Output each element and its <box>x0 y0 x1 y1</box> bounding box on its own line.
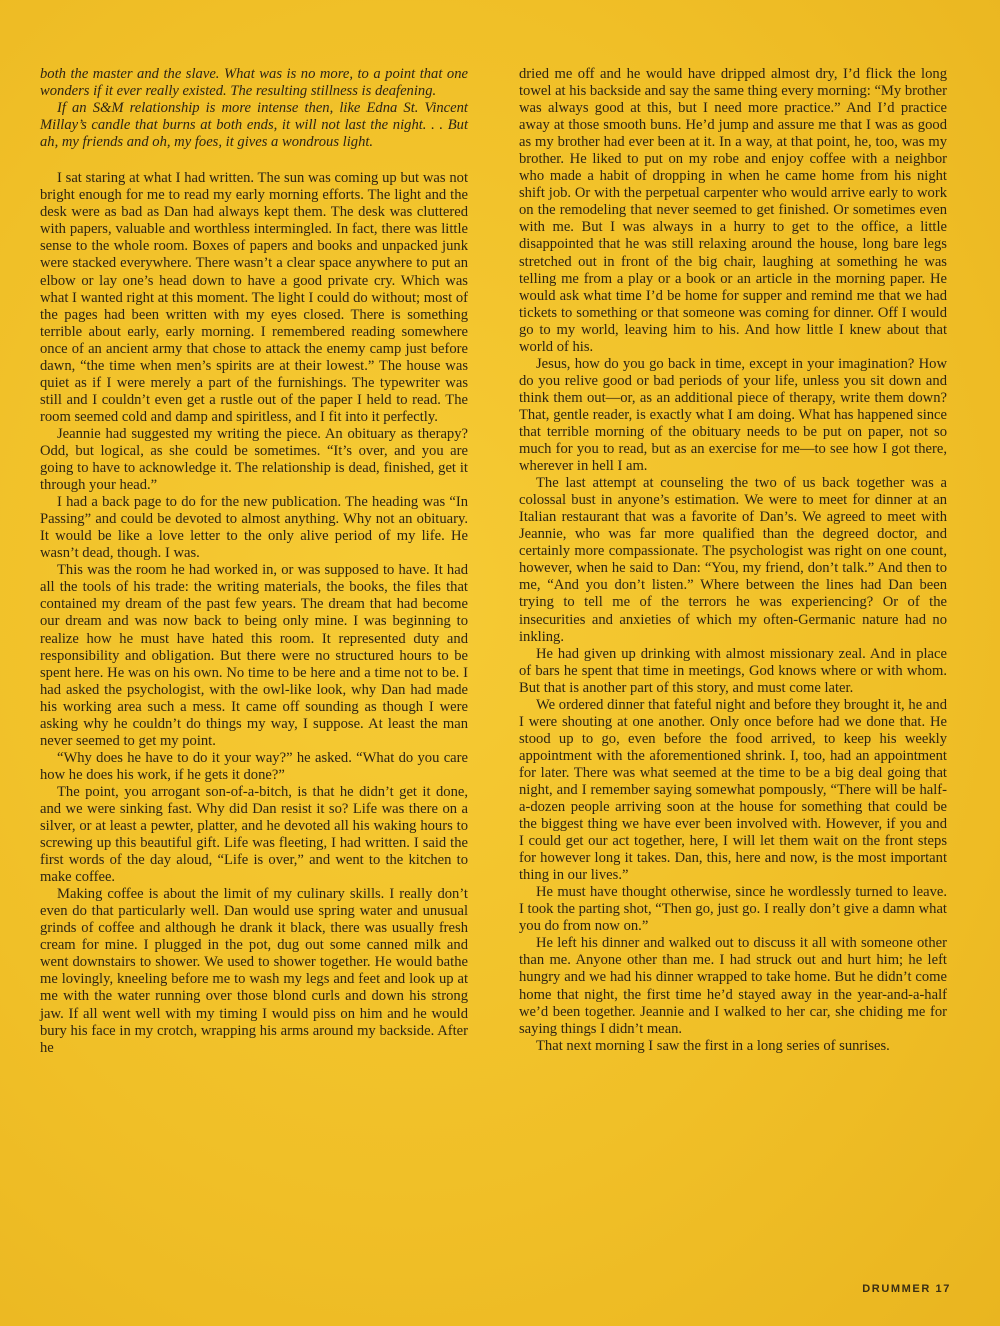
intro-paragraph: If an S&M relationship is more intense then, like Edna St. Vincent Millay’s candle that burns at both ends, it will not last the night. . . But ah, my friends and oh, my foes, it gives a wondrous light. <box>40 100 468 151</box>
page-folio: DRUMMER 17 <box>862 1283 951 1295</box>
body-paragraph: He left his dinner and walked out to discuss it all with someone other than me. Anyone other than me. I had struck out and hurt him; he left hungry and we had his dinner wrapped to take home. But he didn’t come home that night, the first time he’d stayed away in the year-and-a-half we’d been together. Jeannie and I walked to her car, she chiding me for saying things I didn’t mean. <box>519 935 947 1037</box>
body-paragraph: Making coffee is about the limit of my culinary skills. I really don’t even do that particularly well. Dan would use spring water and unusual grinds of coffee and although he drank it black, there was usually fresh cream for mine. I plugged in the pot, dug out some canned milk and went downstairs to shower. We used to shower together. He would bathe me lovingly, kneeling before me to wash my legs and feet and look up at me with the water running over those blond curls and down his strong jaw. If all went well with my timing I would piss on him and he would bury his face in my crotch, wrapping his arms around my backside. After he <box>40 886 468 1056</box>
body-paragraph: dried me off and he would have dripped almost dry, I’d flick the long towel at his backside and say the same thing every morning: “My brother was always good at this, but I need more practice.” And I’d practice away at those smooth buns. He’d jump and assure me that I was as good as my brother had ever been at it. In a way, at that point, he, too, was my brother. He liked to put on my robe and enjoy coffee with a neighbor who made a habit of dropping in when he came home from his night shift job. Or with the perpetual carpenter who would arrive early to work on the remodeling that never seemed to get finished. Or sometimes even with me. But I was always in a hurry to get to the office, a little disappointed that he was still relaxing around the house, long bare legs stretched out in front of the big chair, laughing at something he was telling me from a play or a book or an article in the morning paper. He would ask what time I’d be home for supper and remind me that we had tickets to something or that someone was coming for dinner. Off I would go to my world, leaving him to his. And how little I knew about that world of his. <box>519 66 947 355</box>
body-paragraph: He must have thought otherwise, since he wordlessly turned to leave. I took the parting shot, “Then go, just go. I really don’t give a damn what you do from now on.” <box>519 884 947 935</box>
body-paragraph: Jeannie had suggested my writing the piece. An obituary as therapy? Odd, but logical, as she could be sometimes. “It’s over, and you are going to have to acknowledge it. The relationship is dead, finished, get it through your head.” <box>40 425 468 494</box>
body-paragraph: That next morning I saw the first in a long series of sunrises. <box>536 1037 890 1054</box>
body-paragraph: I had a back page to do for the new publication. The heading was “In Passing” and could be devoted to almost anything. Why not an obituary. It would be like a love letter to the only alive period of my life. He wasn’t dead, though. I was. <box>40 494 468 562</box>
intro-paragraph: both the master and the slave. What was is no more, to a point that one wonders if it ever really existed. The resulting stillness is deafening. <box>40 66 468 100</box>
body-paragraph: He had given up drinking with almost missionary zeal. And in place of bars he spent that time in meetings, God knows where or with whom. But that is another part of this story, and must come later. <box>519 645 947 696</box>
body-paragraph: We ordered dinner that fateful night and before they brought it, he and I were shouting at one another. Only once before had we done that. He stood up to go, even before the food arrived, to keep his weekly appointment with the aforementioned shrink. I, too, had an appointment for later. There was what seemed at the time to be a big deal going that night, and I remember saying somewhat pompously, “There will be half-a-dozen people arriving soon at the house for something that could be the biggest thing we have ever been involved with. However, if you and I could get our act together, here, I will let them wait on the front steps for however long it takes. Dan, this, here and now, is the most important thing in our lives.” <box>519 696 947 884</box>
body-paragraph: The last attempt at counseling the two of us back together was a colossal bust in anyone’s estimation. We were to meet for dinner at an Italian restaurant that was a favorite of Dan’s. We agreed to meet with Jeannie, who was far more qualified than the degreed doctor, and certainly more compassionate. The psychologist was right on one count, however, when he said to Dan: “You, my friend, don’t talk.” And then to me, “And you don’t listen.” Where between the lines had Dan been trying to tell me of the terrors he was experiencing? Or of the insecurities and anxieties of which my often-Germanic nature had no inkling. <box>519 475 947 645</box>
body-paragraph: “Why does he have to do it your way?” he asked. “What do you care how he does his work, if he gets it done?” <box>40 749 468 783</box>
body-paragraph: I sat staring at what I had written. The sun was coming up but was not bright enough for me to read my early morning efforts. The light and the desk were as bad as Dan had always kept them. The desk was cluttered with papers, valuable and worthless intermingled. In fact, there was little sense to the whole room. Boxes of papers and books and unpacked junk were stacked everywhere. There wasn’t a clear space anywhere to put an elbow or lay one’s head down to have a good private cry. Which was what I wanted right at this moment. The light I could do without; most of the pages had been written with my eyes closed. There is something terrible about early, early morning. I remembered reading somewhere once of an ancient army that chose to attack the enemy camp just before dawn, “the time when men’s spirits are at their lowest.” The house was quiet as if I were merely a part of the furnishings. The typewriter was still and I couldn’t even get a rustle out of the paper I held to read. The room seemed cold and damp and spiritless, and I fit into it perfectly. <box>40 170 468 425</box>
body-paragraph: Jesus, how do you go back in time, except in your imagination? How do you relive good or bad periods of your life, unless you sit down and think them out—or, as an additional piece of therapy, write them down? That, gentle reader, is exactly what I am doing. What has happened since that terrible morning of the obituary needs to be put on paper, not so much for you to read, but as an exercise for me—to see how I got there, wherever in hell I am. <box>519 355 947 475</box>
body-paragraph: The point, you arrogant son-of-a-bitch, is that he didn’t get it done, and we were sinking fast. Why did Dan resist it so? Life was there on a silver, or at least a pewter, platter, and he devoted all his waking hours to screwing up this beautiful gift. Life was fleeting, I had written. I said the first words of the day aloud, “Life is over,” and went to the kitchen to make coffee. <box>40 783 468 886</box>
section-gap <box>40 151 468 170</box>
right-text-column <box>519 66 947 1055</box>
left-text-column <box>40 66 468 1057</box>
body-paragraph: This was the room he had worked in, or was supposed to have. It had all the tools of his trade: the writing materials, the books, the files that contained my dream of the past few years. The dream that had become our dream and was now back to being only mine. I was beginning to realize how he must have hated this room. It represented duty and responsibility and obligation. But there were no structured hours to be spent here. He was on his own. No time to be here and a time not to be. I had asked the psychologist, with the owl-like look, why Dan had made his working area such a mess. It came off sounding as though I were asking why he couldn’t do things my way, I suppose. At least the man never seemed to get my point. <box>40 562 468 749</box>
